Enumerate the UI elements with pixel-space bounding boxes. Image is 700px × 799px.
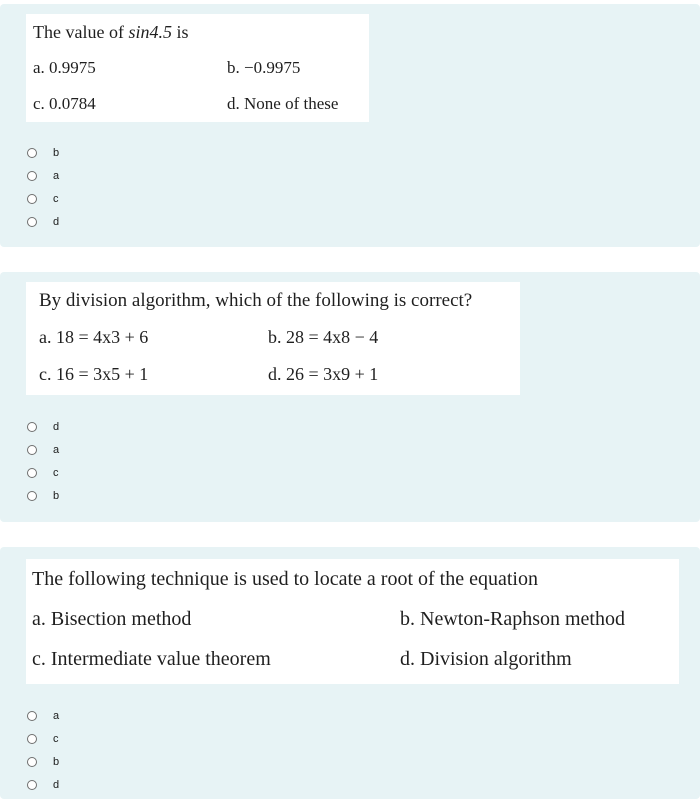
option-d: d. Division algorithm [400,648,572,670]
radio-button[interactable] [27,780,37,790]
radio-button[interactable] [27,422,37,432]
answer-label[interactable]: a [53,169,60,182]
radio-button[interactable] [27,491,37,501]
answer-label[interactable]: b [53,755,60,768]
answer-list-2 [27,415,59,507]
radio-button[interactable] [27,734,37,744]
radio-button[interactable] [27,217,37,227]
question-content-1 [26,14,369,122]
answer-choice[interactable] [27,415,59,438]
answer-choice[interactable] [27,704,59,727]
answer-list-3 [27,704,59,796]
option-c: c. Intermediate value theorem [32,648,271,670]
radio-button[interactable] [27,148,37,158]
option-d: d. 26 = 3x9 + 1 [268,364,379,384]
answer-choice[interactable] [27,484,59,507]
option-a: a. 18 = 4x3 + 6 [39,327,149,347]
answer-label[interactable]: c [53,466,59,479]
answer-choice[interactable] [27,187,59,210]
answer-choice[interactable] [27,750,59,773]
radio-button[interactable] [27,757,37,767]
answer-choice[interactable] [27,773,59,796]
question-content-2 [26,282,520,395]
option-b: b. Newton-Raphson method [400,608,625,630]
answer-label[interactable]: b [53,489,60,502]
answer-label[interactable]: a [53,443,60,456]
option-a: a. 0.9975 [33,58,96,77]
radio-button[interactable] [27,171,37,181]
answer-list-1 [27,141,59,233]
radio-button[interactable] [27,468,37,478]
question-content-3 [26,559,679,684]
answer-label[interactable]: d [53,778,60,791]
option-b: b. 28 = 4x8 − 4 [268,327,379,347]
question-card-2 [0,272,700,522]
math-expression: sin4.5 [128,22,172,42]
answer-label[interactable]: d [53,420,60,433]
option-b: b. −0.9975 [227,58,301,77]
answer-choice[interactable] [27,461,59,484]
question-card-1 [0,4,700,247]
answer-label[interactable]: c [53,732,59,745]
radio-button[interactable] [27,711,37,721]
answer-label[interactable]: a [53,709,60,722]
answer-label[interactable]: d [53,215,60,228]
option-a: a. Bisection method [32,608,192,630]
radio-button[interactable] [27,445,37,455]
answer-label[interactable]: b [53,146,60,159]
answer-choice[interactable] [27,438,59,461]
answer-choice[interactable] [27,164,59,187]
answer-choice[interactable] [27,210,59,233]
question-prompt: By division algorithm, which of the following is correct? [39,290,473,311]
answer-label[interactable]: c [53,192,59,205]
answer-choice[interactable] [27,141,59,164]
radio-button[interactable] [27,194,37,204]
question-card-3 [0,547,700,799]
question-prompt: The following technique is used to locate a root of the equation [32,568,538,590]
option-c: c. 16 = 3x5 + 1 [39,364,149,384]
option-c: c. 0.0784 [33,94,96,113]
option-d: d. None of these [227,94,339,113]
answer-choice[interactable] [27,727,59,750]
question-prompt: The value of sin4.5 is [33,22,189,42]
